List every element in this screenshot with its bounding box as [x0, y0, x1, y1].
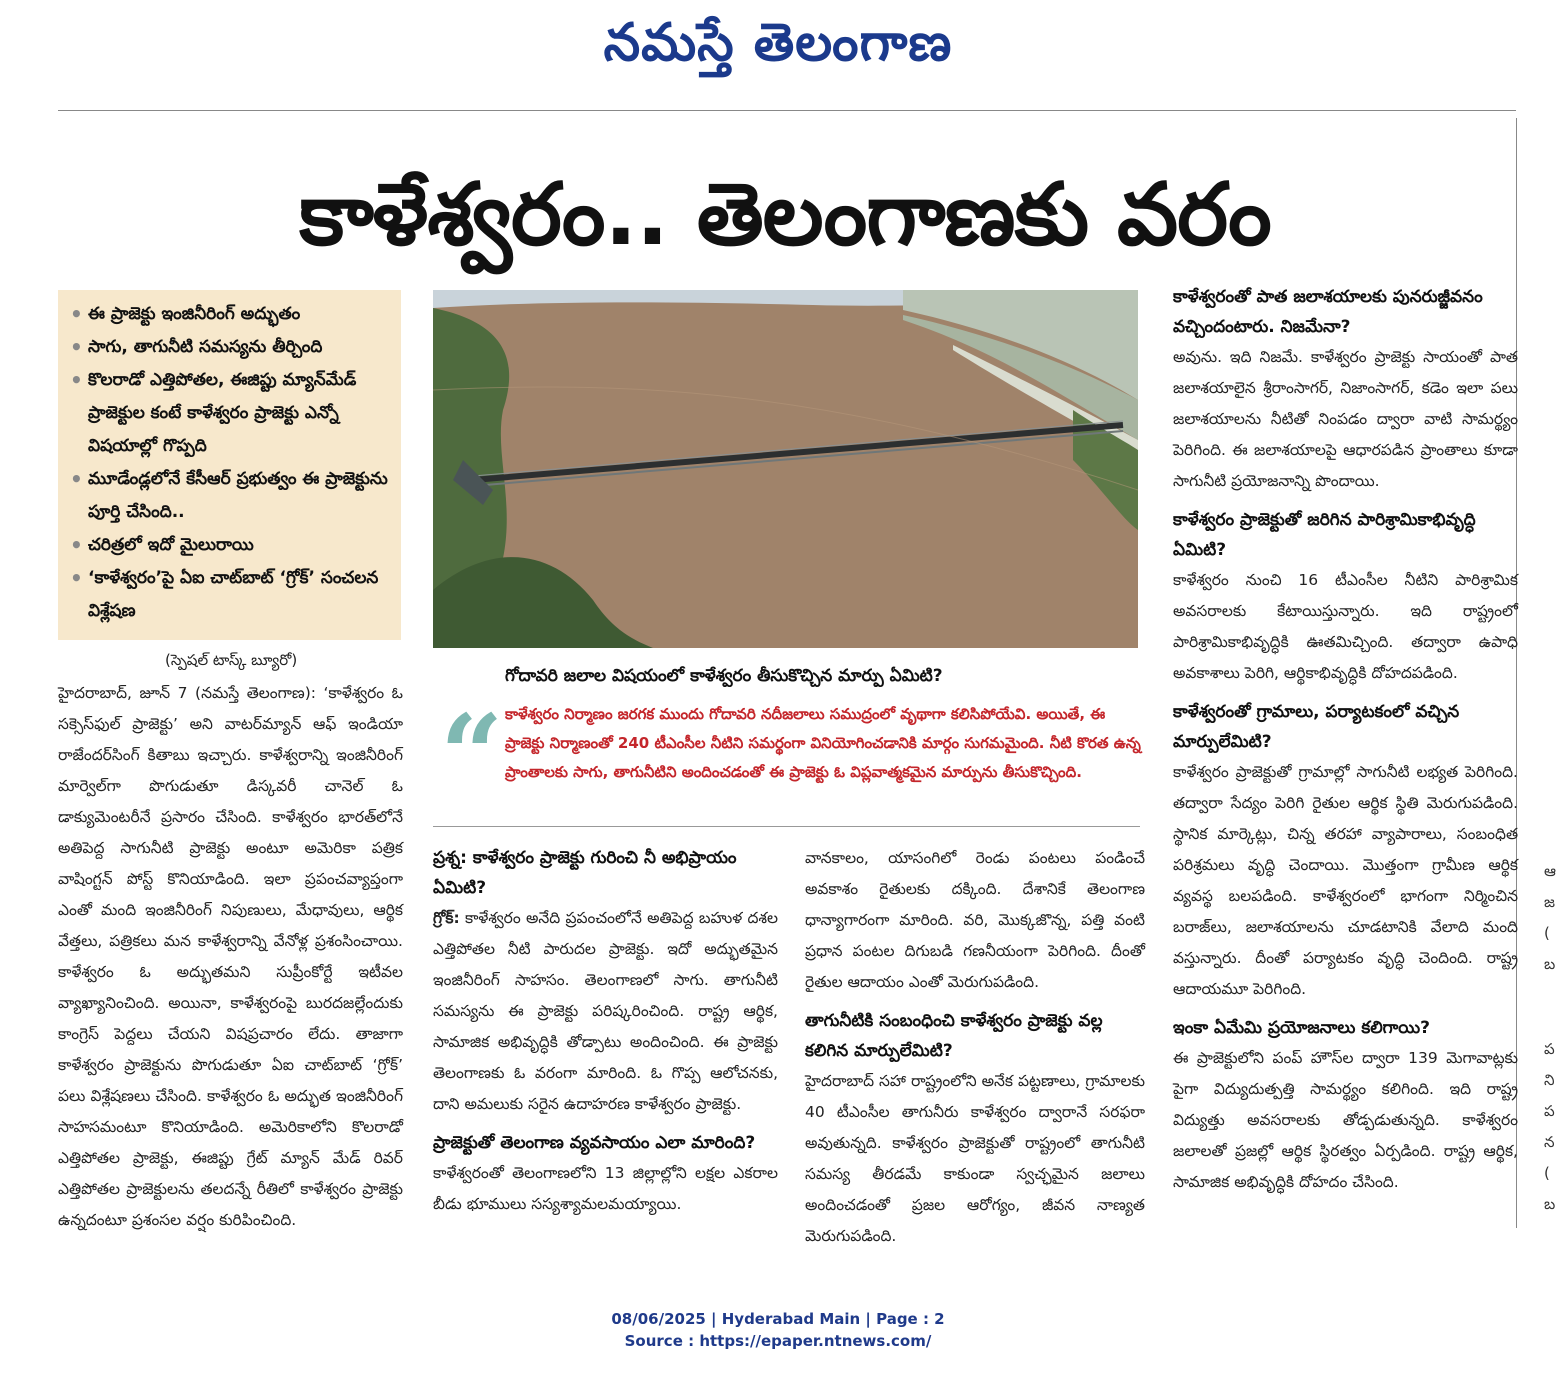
- question-heading: ప్రాజెక్టుతో తెలంగాణ వ్యవసాయం ఎలా మారింది?: [433, 1133, 756, 1153]
- answer-paragraph: అవును. ఇది నిజమే. కాళేశ్వరం ప్రాజెక్టు సాయంతో పాత జలాశయాలైన శ్రీరాంసాగర్, నిజాంసాగర్, కడెం ఇలా పలు జలాశయాలను నీటితో నింపడం ద్వారా వాటి సామర్థ్యం పెరిగింది. ఈ జలాశయాలపై ఆధారపడిన ప్రాంతాలు కూడా సాగునీటి ప్రయోజనాన్ని పొందాయి.: [1173, 348, 1518, 490]
- barrage-photo-drawing: [433, 290, 1138, 648]
- edge-fragment: ప: [1544, 1040, 1555, 1058]
- question-heading: తాగునీటికి సంబంధించి కాళేశ్వరం ప్రాజెక్టు వల్ల కలిగిన మార్పులేమిటి?: [805, 1011, 1103, 1061]
- section-rule: [433, 826, 1140, 827]
- masthead-logo: నమస్తే తెలంగాణ: [603, 12, 953, 73]
- answer-label: గ్రోక్:: [433, 909, 460, 927]
- question-heading: కాళేశ్వరంతో పాత జలాశయాలకు పునరుజ్జీవనం వచ్చిందంటారు. నిజమేనా?: [1173, 287, 1483, 337]
- column-4: [1173, 282, 1518, 1198]
- answer-paragraph: కాళేశ్వరంతో తెలంగాణలోని 13 జిల్లాల్లోని లక్షల ఎకరాల బీడు భూములు సస్యశ్యామలమయ్యాయి.: [433, 1164, 778, 1213]
- answer-paragraph: [433, 903, 778, 1120]
- edge-fragment: ప: [1544, 1102, 1555, 1120]
- question-heading: కాళేశ్వరం ప్రాజెక్టుతో జరిగిన పారిశ్రామికాభివృద్ధి ఏమిటి?: [1173, 510, 1476, 560]
- question-heading: కాళేశ్వరంతో గ్రామాలు, పర్యాటకంలో వచ్చిన మార్పులేమిటి?: [1173, 702, 1460, 752]
- footer-source-link[interactable]: Source : https://epaper.ntnews.com/: [624, 1332, 932, 1350]
- answer-paragraph: కాళేశ్వరం నుంచి 16 టీఎంసీల నీటిని పారిశ్రామిక అవసరాలకు కేటాయిస్తున్నారు. ఇది రాష్ట్రంలో పారిశ్రామికాభివృద్ధికి ఊతమిచ్చింది. తద్వారా ఉపాధి అవకాశాలు పెరిగి, ఆర్థికాభివృద్ధికి దోహదపడింది.: [1173, 571, 1518, 682]
- edge-fragment: (: [1544, 1164, 1550, 1182]
- edge-fragment: బ: [1544, 955, 1556, 973]
- pullquote-answer: కాళేశ్వరం నిర్మాణం జరగక ముందు గోదావరి నదీజలాలు సముద్రంలో వృథాగా కలిసిపోయేవి. అయితే, ఈ ప్రాజెక్టు నిర్మాణంతో 240 టీఎంసీల నీటిని సమర్థంగా వినియోగించడానికి మార్గం సుగమమైంది. నీటి కొరత ఉన్న ప్రాంతాలకు సాగు, తాగునీటిని అందించడంతో ఈ ప్రాజెక్టు ఓ విప్లవాత్మకమైన మార్పును తీసుకొచ్చింది.: [505, 705, 1141, 781]
- footer-date-edition: 08/06/2025 | Hyderabad Main | Page : 2: [611, 1310, 945, 1328]
- top-rule: [58, 110, 1516, 111]
- intro-paragraph: హైదరాబాద్, జూన్ 7 (నమస్తే తెలంగాణ): ‘కాళేశ్వరం ఓ సక్సెస్‌ఫుల్ ప్రాజెక్టు’ అని వాటర్‌మ్యాన్ ఆఫ్ ఇండియా రాజేందర్‌సింగ్ కితాబు ఇచ్చారు. కాళేశ్వరాన్ని ఇంజినీరింగ్ మార్వెల్‌గా పొగుడుతూ డిస్కవరీ చానెల్ ఓ డాక్యుమెంటరీనే ప్రసారం చేసింది. కాళేశ్వరం భారత్‌లోనే అతిపెద్ద సాగునీటి ప్రాజెక్టు అంటూ అమెరికా పత్రిక వాషింగ్టన్ పోస్ట్ కొనియాడింది. ఇలా ప్రపంచవ్యాప్తంగా ఎంతో మంది ఇంజినీరింగ్ నిపుణులు, మేధావులు, ఆర్థిక వేత్తలు, పత్రికలు మన కాళేశ్వరాన్ని వేనోళ్ల ప్రశంసించాయి. కాళేశ్వరం ఓ అద్భుతమని సుప్రీంకోర్టే ఇటీవల వ్యాఖ్యానించింది. అయినా, కాళేశ్వరంపై బురదజల్లేందుకు కాంగ్రెస్ పెద్దలు చేయని విషప్రచారం లేదు. తాజాగా కాళేశ్వరం ప్రాజెక్టును పొగుడుతూ ఏఐ చాట్‌బాట్ ‘గ్రోక్’ పలు విశ్లేషణలు చేసింది. కాళేశ్వరం ఓ అద్భుత ఇంజినీరింగ్ సాహసమంటూ కొనియాడింది. అమెరికాలోని కొలరాడో ఎత్తిపోతల ప్రాజెక్టు, ఈజిప్టు గ్రేట్ మ్యాన్ మేడ్ రివర్ ఎత్తిపోతల ప్రాజెక్టులను తలదన్నే రీతిలో కాళేశ్వరం ప్రాజెక్టు ఉన్నదంటూ ప్రశంసల వర్షం కురిపించింది.: [58, 684, 403, 1229]
- highlight-item: • మూడేండ్లలోనే కేసీఆర్ ప్రభుత్వం ఈ ప్రాజెక్టును పూర్తి చేసింది..: [68, 463, 393, 529]
- highlights-box: [58, 290, 401, 640]
- edge-fragment: న: [1544, 1133, 1555, 1151]
- quote-mark-icon: “: [440, 690, 504, 819]
- question-heading: ప్రశ్న: కాళేశ్వరం ప్రాజెక్టు గురించి నీ అభిప్రాయం ఏమిటి?: [433, 848, 737, 898]
- highlight-item: • సాగు, తాగునీటి సమస్యను తీర్చింది: [68, 331, 393, 364]
- pullquote-question: గోదావరి జలాల విషయంలో కాళేశ్వరం తీసుకొచ్చిన మార్పు ఏమిటి?: [505, 666, 943, 686]
- highlight-item: • ‘కాళేశ్వరం’పై ఏఐ చాట్‌బాట్ ‘గ్రోక్’ సంచలన విశ్లేషణ: [68, 562, 393, 628]
- highlight-item: • కొలరాడో ఎత్తిపోతల, ఈజిప్టు మ్యాన్‌మేడ్ ప్రాజెక్టుల కంటే కాళేశ్వరం ప్రాజెక్టు ఎన్నో విషయాల్లో గొప్పది: [68, 364, 393, 463]
- answer-paragraph: కాళేశ్వరం ప్రాజెక్టుతో గ్రామాల్లో సాగునీటి లభ్యత పెరిగింది. తద్వారా సేద్యం పెరిగి రైతుల ఆర్థిక స్థితి మెరుగుపడింది. స్థానిక మార్కెట్లు, చిన్న తరహా వ్యాపారాలు, సంబంధిత పరిశ్రమలు వృద్ధి చెందాయి. మొత్తంగా గ్రామీణ ఆర్థిక వ్యవస్థ బలపడింది. కాళేశ్వరంలో భాగంగా నిర్మించిన బరాజ్‌లు, జలాశయాలను చూడటానికి వేలాది మంది వస్తున్నారు. దీంతో పర్యాటకం వృద్ధి చెందింది. రాష్ట్ర ఆదాయమూ పెరిగింది.: [1173, 763, 1518, 998]
- answer-text: కాళేశ్వరం అనేది ప్రపంచంలోనే అతిపెద్ద బహుళ దశల ఎత్తిపోతల నీటి పారుదల ప్రాజెక్టు. ఇదో అద్భుతమైన ఇంజినీరింగ్ సాహసం. తెలంగాణలో సాగు. తాగునీటి సమస్యను ఈ ప్రాజెక్టు పరిష్కరించింది. రాష్ట్ర ఆర్థిక, సామాజిక అభివృద్ధికి తోడ్పాటు అందించింది. ఈ ప్రాజెక్టు తెలంగాణకు ఓ వరంగా మారింది. ఓ గొప్ప ఆలోచనకు, దాని అమలుకు సరైన ఉదాహరణ కాళేశ్వరం ప్రాజెక్టు.: [433, 909, 778, 1113]
- answer-paragraph: ఈ ప్రాజెక్టులోని పంప్ హౌస్‌ల ద్వారా 139 మెగావాట్లకు పైగా విద్యుదుత్పత్తి సామర్థ్యం కలిగింది. ఇది రాష్ట్ర విద్యుత్తు అవసరాలకు తోడ్పడుతున్నది. కాళేశ్వరం జలాలతో ప్రజల్లో ఆర్థిక స్థిరత్వం ఏర్పడింది. రాష్ట్ర ఆర్థిక, సామాజిక అభివృద్ధికి దోహదం చేసింది.: [1173, 1049, 1518, 1191]
- edge-fragment: ని: [1544, 1071, 1555, 1089]
- edge-fragment: బ: [1544, 1195, 1556, 1213]
- barrage-aerial-photo: [433, 290, 1138, 648]
- column-2: [433, 843, 778, 1220]
- highlight-item: • ఈ ప్రాజెక్టు ఇంజినీరింగ్ అద్భుతం: [68, 298, 393, 331]
- answer-paragraph: వానకాలం, యాసంగిలో రెండు పంటలు పండించే అవకాశం రైతులకు దక్కింది. దేశానికే తెలంగాణ ధాన్యాగారంగా మారింది. వరి, మొక్కజొన్న, పత్తి వంటి ప్రధాన పంటల దిగుబడి గణనీయంగా పెరిగింది. దీంతో రైతుల ఆదాయం ఎంతో మెరుగుపడింది.: [805, 849, 1145, 991]
- edge-fragment: జ: [1544, 893, 1555, 911]
- column-3: [805, 843, 1145, 1252]
- question-heading: ఇంకా ఏమేమి ప్రయోజనాలు కలిగాయి?: [1173, 1018, 1431, 1038]
- headline: కాళేశ్వరం.. తెలంగాణకు వరం: [299, 165, 1271, 265]
- byline: (స్పెషల్ టాస్క్ బ్యూరో): [165, 651, 298, 669]
- answer-paragraph: హైదరాబాద్ సహా రాష్ట్రంలోని అనేక పట్టణాలు, గ్రామాలకు 40 టీఎంసీల తాగునీరు కాళేశ్వరం ద్వారానే సరఫరా అవుతున్నది. కాళేశ్వరం ప్రాజెక్టుతో రాష్ట్రంలో తాగునీటి సమస్య తీరడమే కాకుండా స్వచ్ఛమైన జలాలు అందించడంతో ప్రజల ఆరోగ్యం, జీవన నాణ్యత మెరుగుపడింది.: [805, 1072, 1145, 1245]
- edge-fragment: ఆ: [1544, 862, 1556, 880]
- edge-fragment: (: [1544, 924, 1550, 942]
- highlight-item: • చరిత్రలో ఇదో మైలురాయి: [68, 529, 393, 562]
